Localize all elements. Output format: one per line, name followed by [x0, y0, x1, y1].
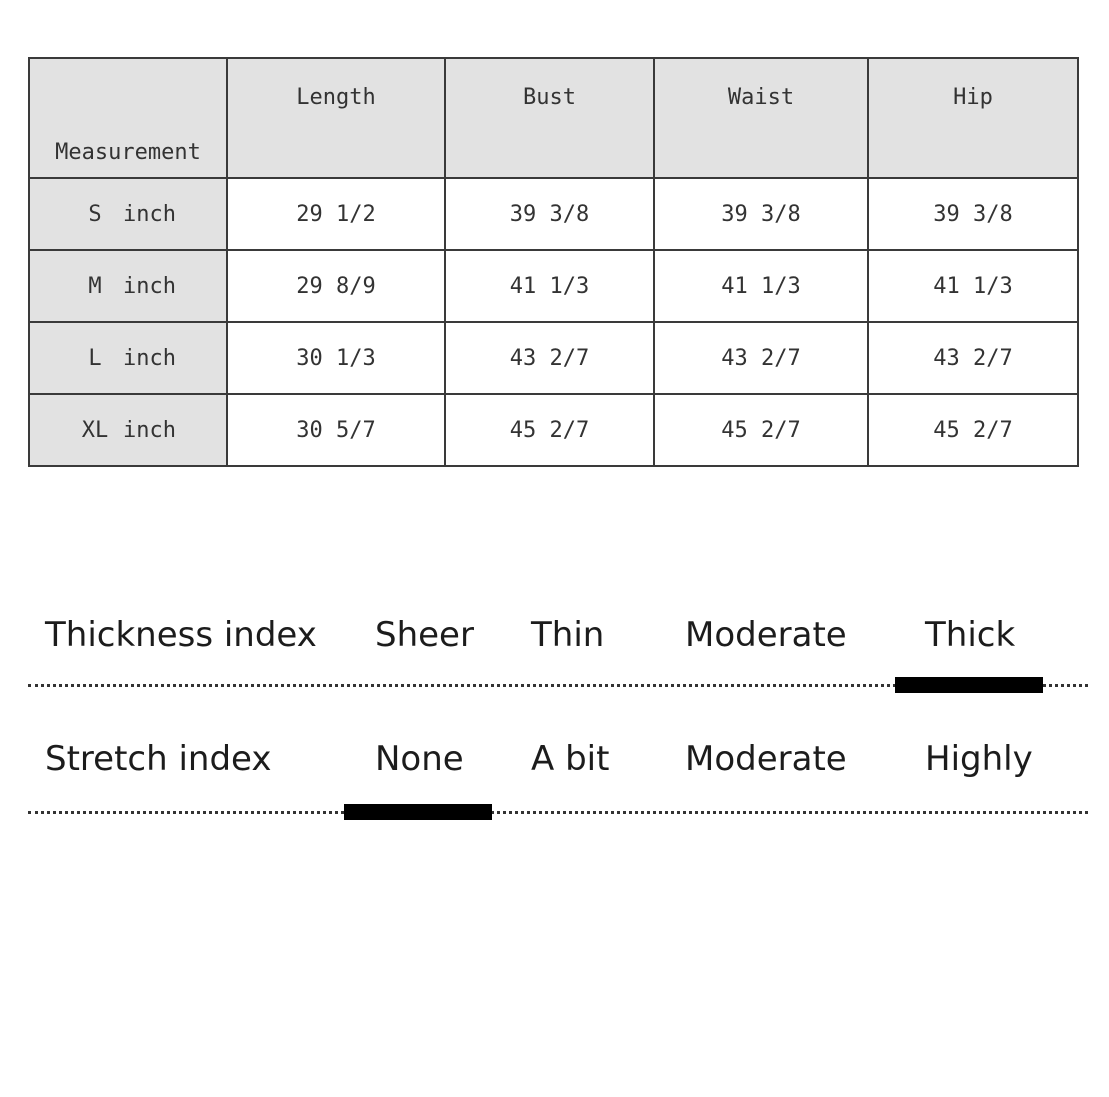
row-header-s: [29, 178, 227, 250]
table-row: [29, 322, 1078, 394]
thickness-index-label: Thickness index: [45, 615, 317, 655]
cell-waist: 43 2/7: [654, 322, 868, 394]
stretch-index: [0, 739, 1109, 799]
row-header-xl: [29, 394, 227, 466]
cell-waist: 41 1/3: [654, 250, 868, 322]
stretch-scale-line: [28, 811, 1088, 814]
thickness-option-thick: Thick: [925, 615, 1016, 655]
column-header-bust: Bust: [445, 58, 654, 178]
table-header-row: [29, 58, 1078, 178]
unit-label: inch: [123, 273, 176, 299]
cell-waist: 45 2/7: [654, 394, 868, 466]
stretch-option-highly: Highly: [925, 739, 1033, 779]
row-header-m: [29, 250, 227, 322]
column-header-hip: Hip: [868, 58, 1078, 178]
cell-bust: 45 2/7: [445, 394, 654, 466]
column-header-length: Length: [227, 58, 445, 178]
cell-length: 29 1/2: [227, 178, 445, 250]
cell-hip: 41 1/3: [868, 250, 1078, 322]
cell-hip: 43 2/7: [868, 322, 1078, 394]
unit-label: inch: [123, 345, 176, 371]
size-label: M: [88, 273, 102, 299]
stretch-option-none: None: [375, 739, 464, 779]
unit-label: inch: [123, 201, 176, 227]
thickness-option-moderate: Moderate: [685, 615, 847, 655]
cell-hip: 39 3/8: [868, 178, 1078, 250]
table-row: [29, 178, 1078, 250]
stretch-option-a-bit: A bit: [531, 739, 610, 779]
cell-bust: 39 3/8: [445, 178, 654, 250]
cell-hip: 45 2/7: [868, 394, 1078, 466]
cell-length: 30 1/3: [227, 322, 445, 394]
cell-bust: 41 1/3: [445, 250, 654, 322]
table-row: [29, 394, 1078, 466]
table-row: [29, 250, 1078, 322]
size-table: [28, 57, 1079, 467]
row-header-l: [29, 322, 227, 394]
cell-length: 30 5/7: [227, 394, 445, 466]
thickness-option-sheer: Sheer: [375, 615, 474, 655]
stretch-selected-marker: [344, 804, 492, 820]
size-label: XL: [81, 417, 109, 443]
size-label: S: [88, 201, 102, 227]
column-header-waist: Waist: [654, 58, 868, 178]
stretch-option-moderate: Moderate: [685, 739, 847, 779]
thickness-index: [0, 615, 1109, 675]
stretch-index-label: Stretch index: [45, 739, 272, 779]
measurement-header: Measurement: [29, 58, 227, 178]
size-label: L: [88, 345, 102, 371]
thickness-selected-marker: [895, 677, 1043, 693]
cell-length: 29 8/9: [227, 250, 445, 322]
unit-label: inch: [123, 417, 176, 443]
thickness-option-thin: Thin: [531, 615, 605, 655]
cell-bust: 43 2/7: [445, 322, 654, 394]
cell-waist: 39 3/8: [654, 178, 868, 250]
